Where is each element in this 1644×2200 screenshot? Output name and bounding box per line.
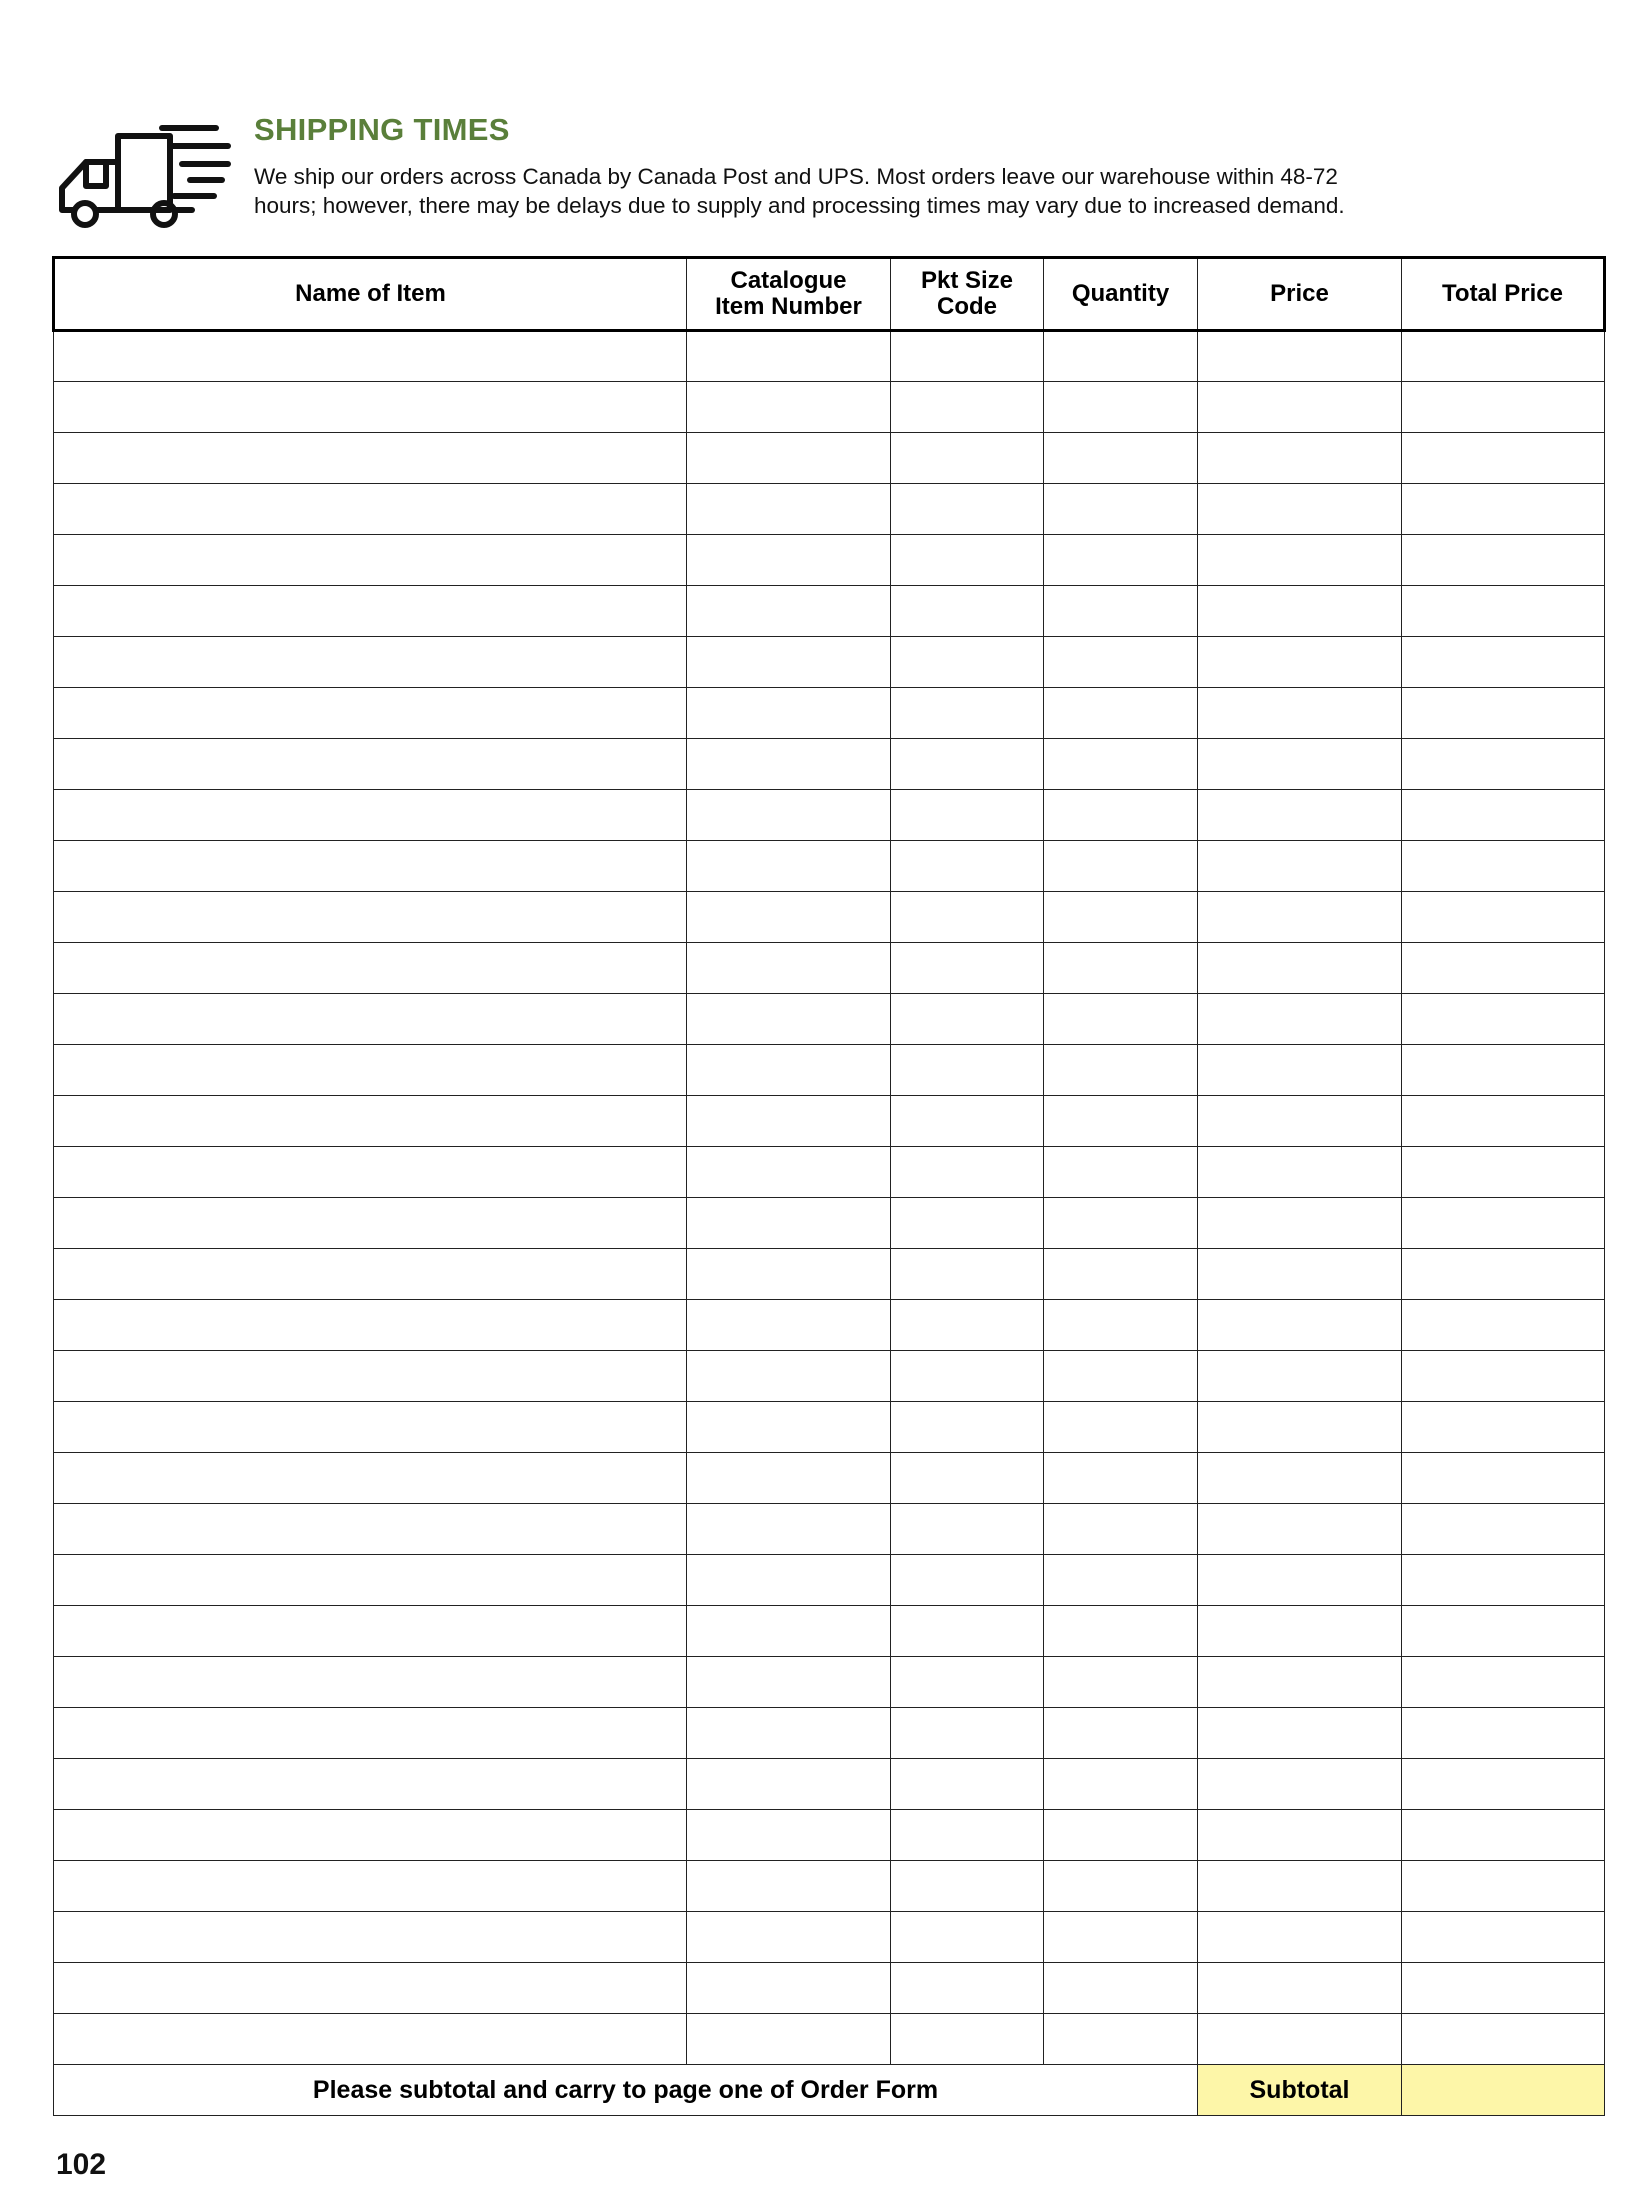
total-price-cell[interactable] (1402, 790, 1605, 841)
price-cell[interactable] (1198, 943, 1402, 994)
catalogue-number-cell[interactable] (687, 535, 891, 586)
catalogue-number-cell[interactable] (687, 586, 891, 637)
item-name-cell[interactable] (54, 433, 687, 484)
pkt-size-cell[interactable] (891, 637, 1044, 688)
quantity-cell[interactable] (1044, 1300, 1198, 1351)
table-row (54, 637, 1605, 688)
price-cell[interactable] (1198, 841, 1402, 892)
pkt-size-cell[interactable] (891, 688, 1044, 739)
pkt-size-cell[interactable] (891, 1045, 1044, 1096)
quantity-cell[interactable] (1044, 382, 1198, 433)
item-name-cell[interactable] (54, 1912, 687, 1963)
table-row (54, 892, 1605, 943)
quantity-cell[interactable] (1044, 1504, 1198, 1555)
total-price-cell[interactable] (1402, 1657, 1605, 1708)
price-cell[interactable] (1198, 637, 1402, 688)
catalogue-number-cell[interactable] (687, 382, 891, 433)
catalogue-number-cell[interactable] (687, 1198, 891, 1249)
total-price-cell[interactable] (1402, 739, 1605, 790)
total-price-cell[interactable] (1402, 1606, 1605, 1657)
price-cell[interactable] (1198, 1810, 1402, 1861)
total-price-cell[interactable] (1402, 1096, 1605, 1147)
table-row (54, 994, 1605, 1045)
catalogue-header-line1: Catalogue (730, 267, 847, 294)
quantity-cell[interactable] (1044, 1912, 1198, 1963)
price-cell[interactable] (1198, 1657, 1402, 1708)
pkt-size-cell[interactable] (891, 1657, 1044, 1708)
item-name-cell[interactable] (54, 1402, 687, 1453)
quantity-cell[interactable] (1044, 586, 1198, 637)
table-row (54, 943, 1605, 994)
table-row (54, 331, 1605, 382)
item-name-cell[interactable] (54, 331, 687, 382)
catalogue-number-cell[interactable] (687, 1555, 891, 1606)
pkt-size-cell[interactable] (891, 1402, 1044, 1453)
item-name-cell[interactable] (54, 1045, 687, 1096)
catalogue-number-cell[interactable] (687, 1453, 891, 1504)
table-row (54, 1810, 1605, 1861)
quantity-cell[interactable] (1044, 790, 1198, 841)
total-price-cell[interactable] (1402, 892, 1605, 943)
item-name-cell[interactable] (54, 2014, 687, 2065)
item-name-cell[interactable] (54, 484, 687, 535)
catalogue-number-cell[interactable] (687, 1096, 891, 1147)
pkt-size-cell[interactable] (891, 994, 1044, 1045)
item-name-cell[interactable] (54, 1147, 687, 1198)
pkt-size-cell[interactable] (891, 1810, 1044, 1861)
item-name-cell[interactable] (54, 1657, 687, 1708)
page-number: 102 (56, 2148, 107, 2181)
price-cell[interactable] (1198, 790, 1402, 841)
catalogue-number-cell[interactable] (687, 1708, 891, 1759)
table-row (54, 1912, 1605, 1963)
item-name-cell[interactable] (54, 637, 687, 688)
quantity-cell[interactable] (1044, 1963, 1198, 2014)
catalogue-number-cell[interactable] (687, 1963, 891, 2014)
catalogue-number-cell[interactable] (687, 1249, 891, 1300)
column-header-price: Price (1198, 258, 1402, 331)
table-row (54, 382, 1605, 433)
price-cell[interactable] (1198, 1249, 1402, 1300)
table-row (54, 1606, 1605, 1657)
item-name-cell[interactable] (54, 739, 687, 790)
pkt-size-cell[interactable] (891, 1963, 1044, 2014)
table-row (54, 1249, 1605, 1300)
item-name-cell[interactable] (54, 688, 687, 739)
total-price-cell[interactable] (1402, 1147, 1605, 1198)
quantity-cell[interactable] (1044, 1861, 1198, 1912)
catalogue-number-cell[interactable] (687, 943, 891, 994)
total-price-cell[interactable] (1402, 1249, 1605, 1300)
table-row (54, 1657, 1605, 1708)
table-row (54, 1453, 1605, 1504)
total-price-cell[interactable] (1402, 994, 1605, 1045)
column-header-total: Total Price (1402, 258, 1605, 331)
table-row (54, 1351, 1605, 1402)
pkt-size-cell[interactable] (891, 1198, 1044, 1249)
total-price-cell[interactable] (1402, 586, 1605, 637)
quantity-cell[interactable] (1044, 841, 1198, 892)
quantity-cell[interactable] (1044, 535, 1198, 586)
table-row (54, 790, 1605, 841)
total-price-cell[interactable] (1402, 943, 1605, 994)
quantity-cell[interactable] (1044, 1402, 1198, 1453)
quantity-cell[interactable] (1044, 1096, 1198, 1147)
total-price-cell[interactable] (1402, 1351, 1605, 1402)
quantity-cell[interactable] (1044, 433, 1198, 484)
quantity-cell[interactable] (1044, 1249, 1198, 1300)
total-price-cell[interactable] (1402, 1810, 1605, 1861)
item-name-cell[interactable] (54, 1708, 687, 1759)
catalogue-number-cell[interactable] (687, 1147, 891, 1198)
quantity-cell[interactable] (1044, 739, 1198, 790)
price-cell[interactable] (1198, 1708, 1402, 1759)
price-cell[interactable] (1198, 382, 1402, 433)
catalogue-number-cell[interactable] (687, 841, 891, 892)
table-row (54, 841, 1605, 892)
catalogue-number-cell[interactable] (687, 1759, 891, 1810)
item-name-cell[interactable] (54, 535, 687, 586)
table-row (54, 1096, 1605, 1147)
price-cell[interactable] (1198, 1912, 1402, 1963)
catalogue-number-cell[interactable] (687, 2014, 891, 2065)
item-name-cell[interactable] (54, 1096, 687, 1147)
catalogue-number-cell[interactable] (687, 790, 891, 841)
pkt-size-cell[interactable] (891, 1300, 1044, 1351)
total-price-cell[interactable] (1402, 331, 1605, 382)
column-header-pkt-size (891, 258, 1044, 331)
price-cell[interactable] (1198, 2014, 1402, 2065)
pkt-header-line2: Code (937, 293, 997, 320)
quantity-cell[interactable] (1044, 892, 1198, 943)
quantity-cell[interactable] (1044, 1453, 1198, 1504)
price-cell[interactable] (1198, 1759, 1402, 1810)
pkt-size-cell[interactable] (891, 586, 1044, 637)
price-cell[interactable] (1198, 1198, 1402, 1249)
price-cell[interactable] (1198, 331, 1402, 382)
price-cell[interactable] (1198, 1402, 1402, 1453)
pkt-size-cell[interactable] (891, 1351, 1044, 1402)
total-price-cell[interactable] (1402, 1504, 1605, 1555)
pkt-size-cell[interactable] (891, 1912, 1044, 1963)
item-name-cell[interactable] (54, 1759, 687, 1810)
catalogue-number-cell[interactable] (687, 1045, 891, 1096)
total-price-cell[interactable] (1402, 1402, 1605, 1453)
pkt-size-cell[interactable] (891, 739, 1044, 790)
price-cell[interactable] (1198, 994, 1402, 1045)
table-row (54, 1504, 1605, 1555)
item-name-cell[interactable] (54, 1504, 687, 1555)
subtotal-value-cell[interactable] (1402, 2065, 1605, 2116)
catalogue-number-cell[interactable] (687, 892, 891, 943)
table-row (54, 1963, 1605, 2014)
pkt-size-cell[interactable] (891, 1708, 1044, 1759)
item-name-cell[interactable] (54, 586, 687, 637)
item-name-cell[interactable] (54, 994, 687, 1045)
catalogue-number-cell[interactable] (687, 637, 891, 688)
catalogue-number-cell[interactable] (687, 1810, 891, 1861)
catalogue-number-cell[interactable] (687, 1300, 891, 1351)
table-row (54, 688, 1605, 739)
item-name-cell[interactable] (54, 1453, 687, 1504)
table-row (54, 1402, 1605, 1453)
pkt-size-cell[interactable] (891, 382, 1044, 433)
price-cell[interactable] (1198, 688, 1402, 739)
price-cell[interactable] (1198, 1453, 1402, 1504)
table-row (54, 1045, 1605, 1096)
table-row (54, 1147, 1605, 1198)
table-row (54, 1861, 1605, 1912)
catalogue-number-cell[interactable] (687, 994, 891, 1045)
item-name-cell[interactable] (54, 1198, 687, 1249)
catalogue-number-cell[interactable] (687, 1504, 891, 1555)
total-price-cell[interactable] (1402, 2014, 1605, 2065)
quantity-cell[interactable] (1044, 1657, 1198, 1708)
column-header-catalogue (687, 258, 891, 331)
shipping-header (52, 112, 1612, 232)
item-name-cell[interactable] (54, 382, 687, 433)
quantity-cell[interactable] (1044, 1759, 1198, 1810)
shipping-title: SHIPPING TIMES (254, 112, 510, 147)
total-price-cell[interactable] (1402, 1555, 1605, 1606)
item-name-cell[interactable] (54, 1861, 687, 1912)
price-cell[interactable] (1198, 1606, 1402, 1657)
item-name-cell[interactable] (54, 1810, 687, 1861)
pkt-size-cell[interactable] (891, 1606, 1044, 1657)
pkt-size-cell[interactable] (891, 1759, 1044, 1810)
total-price-cell[interactable] (1402, 1912, 1605, 1963)
table-header-row (54, 258, 1605, 331)
catalogue-number-cell[interactable] (687, 1861, 891, 1912)
quantity-cell[interactable] (1044, 1708, 1198, 1759)
order-form-table (52, 256, 1606, 2116)
price-cell[interactable] (1198, 892, 1402, 943)
price-cell[interactable] (1198, 1147, 1402, 1198)
catalogue-number-cell[interactable] (687, 1351, 891, 1402)
price-cell[interactable] (1198, 739, 1402, 790)
item-name-cell[interactable] (54, 1351, 687, 1402)
item-name-cell[interactable] (54, 1606, 687, 1657)
table-row (54, 1300, 1605, 1351)
price-cell[interactable] (1198, 433, 1402, 484)
quantity-cell[interactable] (1044, 1147, 1198, 1198)
price-cell[interactable] (1198, 1963, 1402, 2014)
table-row (54, 433, 1605, 484)
price-cell[interactable] (1198, 1096, 1402, 1147)
pkt-size-cell[interactable] (891, 484, 1044, 535)
price-cell[interactable] (1198, 586, 1402, 637)
pkt-size-cell[interactable] (891, 433, 1044, 484)
catalogue-number-cell[interactable] (687, 1912, 891, 1963)
catalogue-number-cell[interactable] (687, 1657, 891, 1708)
pkt-size-cell[interactable] (891, 331, 1044, 382)
subtotal-label: Subtotal (1198, 2065, 1402, 2116)
price-cell[interactable] (1198, 484, 1402, 535)
pkt-size-cell[interactable] (891, 1453, 1044, 1504)
pkt-size-cell[interactable] (891, 1249, 1044, 1300)
quantity-cell[interactable] (1044, 637, 1198, 688)
pkt-size-cell[interactable] (891, 1147, 1044, 1198)
price-cell[interactable] (1198, 1504, 1402, 1555)
item-name-cell[interactable] (54, 1249, 687, 1300)
pkt-size-cell[interactable] (891, 1504, 1044, 1555)
total-price-cell[interactable] (1402, 1198, 1605, 1249)
table-row (54, 1759, 1605, 1810)
catalogue-number-cell[interactable] (687, 484, 891, 535)
pkt-size-cell[interactable] (891, 892, 1044, 943)
catalogue-number-cell[interactable] (687, 331, 891, 382)
price-cell[interactable] (1198, 1351, 1402, 1402)
price-cell[interactable] (1198, 1300, 1402, 1351)
quantity-cell[interactable] (1044, 1351, 1198, 1402)
quantity-cell[interactable] (1044, 1555, 1198, 1606)
price-cell[interactable] (1198, 1045, 1402, 1096)
column-header-name: Name of Item (54, 258, 687, 331)
total-price-cell[interactable] (1402, 1708, 1605, 1759)
total-price-cell[interactable] (1402, 484, 1605, 535)
pkt-size-cell[interactable] (891, 790, 1044, 841)
price-cell[interactable] (1198, 1861, 1402, 1912)
catalogue-number-cell[interactable] (687, 1606, 891, 1657)
table-row (54, 535, 1605, 586)
total-price-cell[interactable] (1402, 841, 1605, 892)
total-price-cell[interactable] (1402, 1300, 1605, 1351)
total-price-cell[interactable] (1402, 1963, 1605, 2014)
total-price-cell[interactable] (1402, 637, 1605, 688)
quantity-cell[interactable] (1044, 1045, 1198, 1096)
item-name-cell[interactable] (54, 892, 687, 943)
total-price-cell[interactable] (1402, 1453, 1605, 1504)
quantity-cell[interactable] (1044, 484, 1198, 535)
pkt-size-cell[interactable] (891, 1096, 1044, 1147)
quantity-cell[interactable] (1044, 994, 1198, 1045)
quantity-cell[interactable] (1044, 331, 1198, 382)
table-row (54, 1708, 1605, 1759)
quantity-cell[interactable] (1044, 1198, 1198, 1249)
quantity-cell[interactable] (1044, 1810, 1198, 1861)
total-price-cell[interactable] (1402, 382, 1605, 433)
total-price-cell[interactable] (1402, 535, 1605, 586)
pkt-header-line1: Pkt Size (920, 267, 1014, 294)
quantity-cell[interactable] (1044, 1606, 1198, 1657)
total-price-cell[interactable] (1402, 1861, 1605, 1912)
item-name-cell[interactable] (54, 1555, 687, 1606)
item-name-cell[interactable] (54, 1300, 687, 1351)
item-name-cell[interactable] (54, 1963, 687, 2014)
subtotal-instruction: Please subtotal and carry to page one of Order Form (54, 2065, 1198, 2116)
catalogue-number-cell[interactable] (687, 433, 891, 484)
pkt-size-cell[interactable] (891, 2014, 1044, 2065)
quantity-cell[interactable] (1044, 688, 1198, 739)
catalogue-header-line2: Item Number (715, 293, 862, 320)
table-row (54, 586, 1605, 637)
pkt-size-cell[interactable] (891, 535, 1044, 586)
item-name-cell[interactable] (54, 790, 687, 841)
pkt-size-cell[interactable] (891, 841, 1044, 892)
catalogue-number-cell[interactable] (687, 1402, 891, 1453)
table-row (54, 2014, 1605, 2065)
total-price-cell[interactable] (1402, 1759, 1605, 1810)
quantity-cell[interactable] (1044, 943, 1198, 994)
price-cell[interactable] (1198, 1555, 1402, 1606)
item-name-cell[interactable] (54, 943, 687, 994)
catalogue-number-cell[interactable] (687, 688, 891, 739)
delivery-truck-icon (52, 122, 232, 232)
catalogue-number-cell[interactable] (687, 739, 891, 790)
price-cell[interactable] (1198, 535, 1402, 586)
total-price-cell[interactable] (1402, 1045, 1605, 1096)
pkt-size-cell[interactable] (891, 1555, 1044, 1606)
quantity-cell[interactable] (1044, 2014, 1198, 2065)
pkt-size-cell[interactable] (891, 943, 1044, 994)
shipping-description: We ship our orders across Canada by Canada Post and UPS. Most orders leave our warehouse within 48-72 hours; however, there may be delays due to supply and processing times may vary due to increased demand. (254, 164, 1345, 218)
pkt-size-cell[interactable] (891, 1861, 1044, 1912)
item-name-cell[interactable] (54, 841, 687, 892)
table-row (54, 1555, 1605, 1606)
table-row (54, 739, 1605, 790)
subtotal-row (54, 2065, 1605, 2116)
total-price-cell[interactable] (1402, 688, 1605, 739)
total-price-cell[interactable] (1402, 433, 1605, 484)
column-header-quantity: Quantity (1044, 258, 1198, 331)
table-row (54, 1198, 1605, 1249)
table-row (54, 484, 1605, 535)
